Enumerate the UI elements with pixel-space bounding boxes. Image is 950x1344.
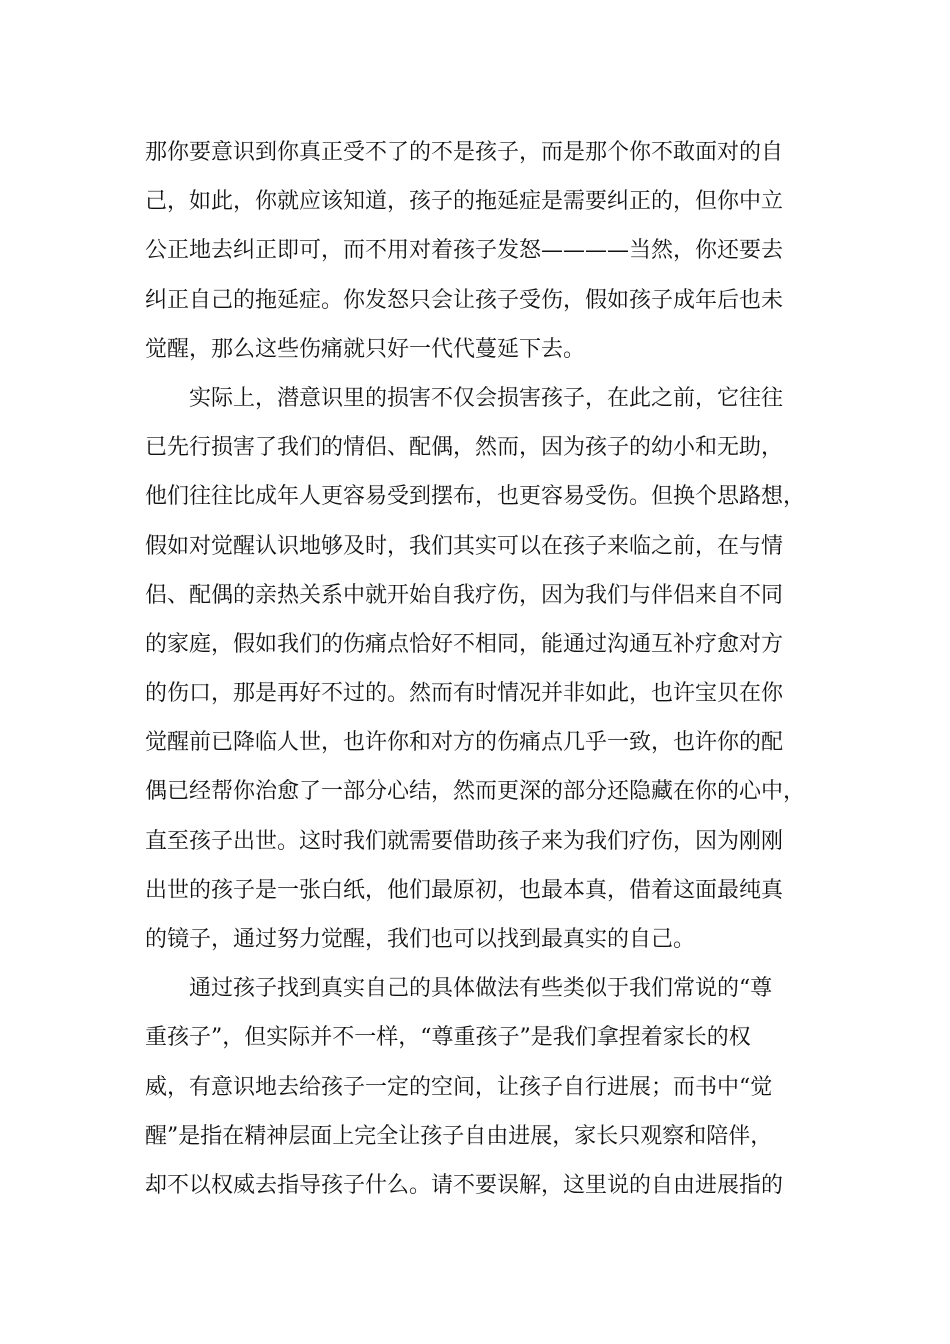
text-line: 的镜子，通过努力觉醒，我们也可以找到最真实的自己。 (145, 927, 696, 952)
text-line: 已先行损害了我们的情侣、配偶，然而，因为孩子的幼小和无助， (145, 435, 784, 461)
text-line: 却不以权威去指导孩子什么。请不要误解，这里说的自由进展指的 (145, 1172, 784, 1198)
text-line: 纠正自己的拖延症。你发怒只会让孩子受伤，假如孩子成年后也未 (145, 287, 784, 313)
text-line: 威，有意识地去给孩子一定的空间，让孩子自行进展；而书中“觉 (145, 1074, 773, 1100)
text-line: 直至孩子出世。这时我们就需要借助孩子来为我们疗伤，因为刚刚 (145, 828, 784, 854)
text-line: 那你要意识到你真正受不了的不是孩子，而是那个你不敢面对的自 (145, 140, 784, 165)
body-text (145, 128, 825, 1210)
text-line: 出世的孩子是一张白纸，他们最原初，也最本真，借着这面最纯真 (145, 877, 784, 903)
text-line: 偶已经帮你治愈了一部分心结，然而更深的部分还隐藏在你的心中， (145, 779, 806, 805)
text-line: 的伤口，那是再好不过的。然而有时情况并非如此，也许宝贝在你 (145, 681, 784, 707)
text-line: 己，如此，你就应该知道，孩子的拖延症是需要纠正的，但你中立 (145, 189, 784, 215)
text-line: 假如对觉醒认识地够及时，我们其实可以在孩子来临之前，在与情 (145, 533, 784, 559)
text-line: 的家庭，假如我们的伤痛点恰好不相同，能通过沟通互补疗愈对方 (145, 631, 784, 657)
paragraph-first-line: 通过孩子找到真实自己的具体做法有些类似于我们常说的“尊 (189, 976, 773, 1002)
text-line: 他们往往比成年人更容易受到摆布，也更容易受伤。但换个思路想， (145, 484, 806, 510)
text-line: 侣、配偶的亲热关系中就开始自我疗伤，因为我们与伴侣来自不同 (145, 582, 784, 608)
text-line: 觉醒前已降临人世，也许你和对方的伤痛点几乎一致，也许你的配 (145, 730, 784, 756)
text-line: 醒”是指在精神层面上完全让孩子自由进展，家长只观察和陪伴， (145, 1123, 773, 1149)
text-line: 觉醒，那么这些伤痛就只好一代代蔓延下去。 (145, 336, 586, 362)
text-line: 公正地去纠正即可，而不用对着孩子发怒————当然，你还要去 (145, 238, 784, 264)
paragraph-first-line: 实际上，潜意识里的损害不仅会损害孩子，在此之前，它往往 (189, 385, 784, 411)
text-line: 重孩子”，但实际并不一样，“尊重孩子”是我们拿捏着家长的权 (145, 1025, 751, 1051)
